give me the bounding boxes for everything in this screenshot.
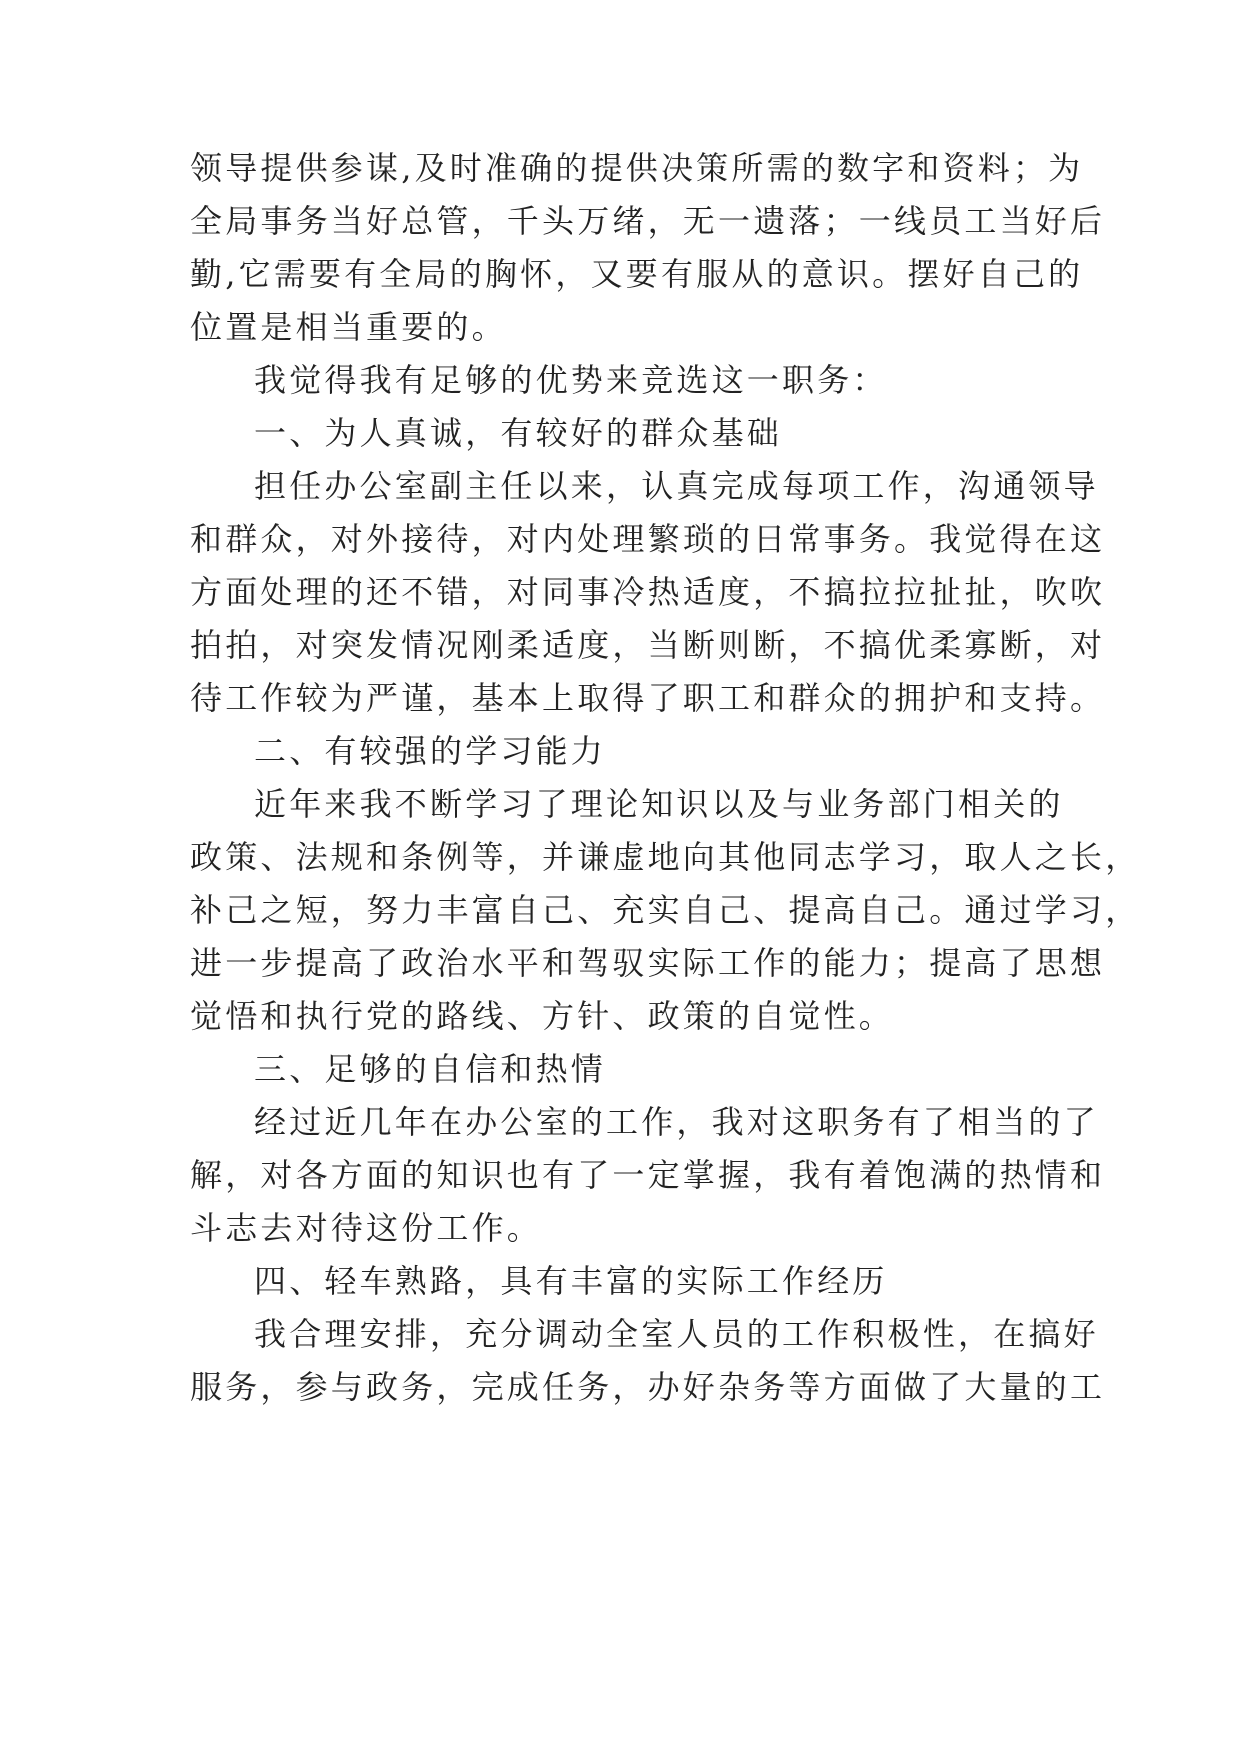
- text-line: 领导提供参谋,及时准确的提供决策所需的数字和资料；为: [190, 149, 1084, 187]
- text-line: 全局事务当好总管，千头万绪，无一遗落；一线员工当好后: [190, 202, 1106, 240]
- text-line: 担任办公室副主任以来，认真完成每项工作，沟通领导: [254, 467, 1099, 505]
- text-line: 拍拍，对突发情况刚柔适度，当断则断，不搞优柔寡断，对: [190, 626, 1106, 664]
- section-heading: 三、足够的自信和热情: [254, 1050, 607, 1088]
- text-line: 服务，参与政务，完成任务，办好杂务等方面做了大量的工: [190, 1368, 1106, 1406]
- text-line: 待工作较为严谨，基本上取得了职工和群众的拥护和支持。: [190, 679, 1106, 717]
- text-line: 觉悟和执行党的路线、方针、政策的自觉性。: [190, 997, 895, 1035]
- text-line: 政策、法规和条例等，并谦虚地向其他同志学习，取人之长，: [190, 838, 1141, 876]
- section-heading: 四、轻车熟路，具有丰富的实际工作经历: [254, 1262, 888, 1300]
- text-line: 我合理安排，充分调动全室人员的工作积极性，在搞好: [254, 1315, 1099, 1353]
- text-line: 位置是相当重要的。: [190, 308, 507, 346]
- text-line: 斗志去对待这份工作。: [190, 1209, 543, 1247]
- text-line: 补己之短，努力丰富自己、充实自己、提高自己。通过学习，: [190, 891, 1141, 929]
- section-heading: 一、为人真诚，有较好的群众基础: [254, 414, 783, 452]
- section-heading: 二、有较强的学习能力: [254, 732, 607, 770]
- text-line: 和群众，对外接待，对内处理繁琐的日常事务。我觉得在这: [190, 520, 1106, 558]
- text-line: 勤,它需要有全局的胸怀，又要有服从的意识。摆好自己的: [190, 255, 1084, 293]
- text-line: 解，对各方面的知识也有了一定掌握，我有着饱满的热情和: [190, 1156, 1106, 1194]
- text-line: 近年来我不断学习了理论知识以及与业务部门相关的: [254, 785, 1064, 823]
- text-line: 经过近几年在办公室的工作，我对这职务有了相当的了: [254, 1103, 1099, 1141]
- text-line: 方面处理的还不错，对同事冷热适度，不搞拉拉扯扯，吹吹: [190, 573, 1106, 611]
- text-line: 进一步提高了政治水平和驾驭实际工作的能力；提高了思想: [190, 944, 1106, 982]
- text-line: 我觉得我有足够的优势来竞选这一职务：: [254, 361, 888, 399]
